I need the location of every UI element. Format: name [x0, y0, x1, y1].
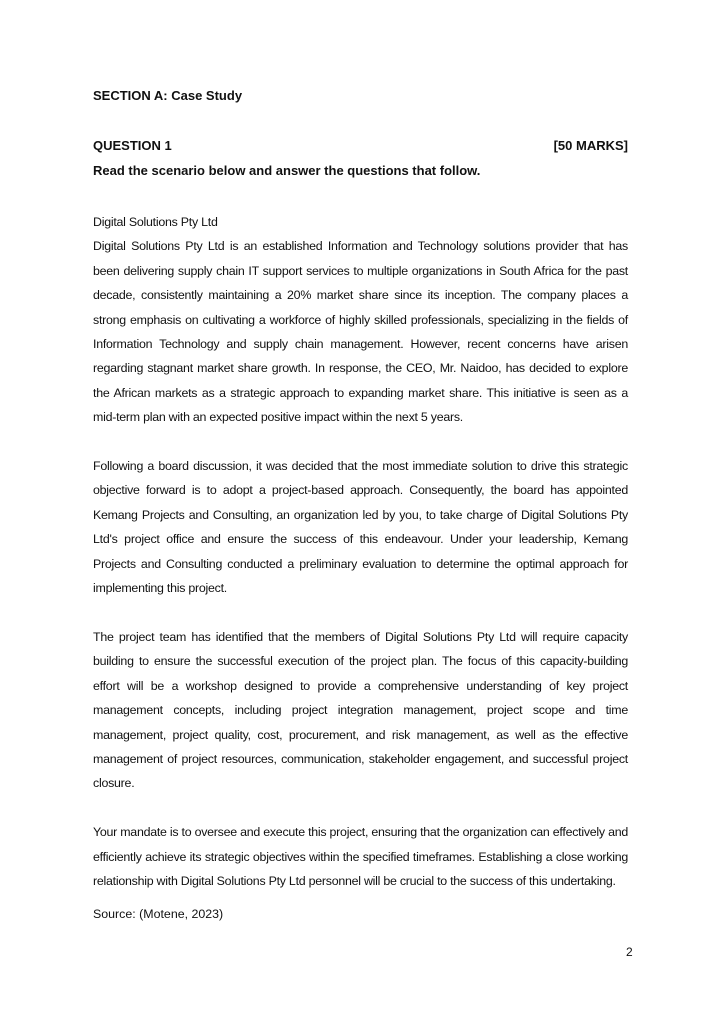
page-number: 2	[626, 945, 633, 959]
question-label: QUESTION 1	[93, 138, 172, 153]
case-paragraph-4: Your mandate is to oversee and execute this project, ensuring that the organization can effectively and efficiently achieve its strategic objectives within the specified timeframes. Establishing a close working relationship with Digital Solutions Pty Ltd personnel will be crucial to the success of this undertaking.	[93, 825, 628, 888]
section-title: SECTION A: Case Study	[93, 88, 243, 103]
question-marks: [50 MARKS]	[553, 138, 628, 153]
case-title: Digital Solutions Pty Ltd	[93, 215, 218, 229]
case-study-body	[93, 210, 628, 893]
question-instruction: Read the scenario below and answer the questions that follow.	[93, 163, 481, 178]
case-paragraph-2: Following a board discussion, it was decided that the most immediate solution to drive this strategic objective forward is to adopt a project-based approach. Consequently, the board has appointed Kemang Projects and Consulting, an organization led by you, to take charge of Digital Solutions Pty Ltd's project office and ensure the success of this endeavour. Under your leadership, Kemang Projects and Consulting conducted a preliminary evaluation to determine the optimal approach for implementing this project.	[93, 459, 628, 596]
case-source: Source: (Motene, 2023)	[93, 907, 224, 921]
question-header	[93, 138, 628, 153]
case-paragraph-3: The project team has identified that the members of Digital Solutions Pty Ltd will require capacity building to ensure the successful execution of the project plan. The focus of this capacity-building effort will be a workshop designed to provide a comprehensive understanding of key project management concepts, including project integration management, project scope and time management, project quality, cost, procurement, and risk management, as well as the effective management of project resources, communication, stakeholder engagement, and successful project closure.	[93, 629, 628, 791]
case-paragraph-1: Digital Solutions Pty Ltd is an established Information and Technology solutions provider that has been delivering supply chain IT support services to multiple organizations in South Africa for the past decade, consistently maintaining a 20% market share since its inception. The company places a strong emphasis on cultivating a workforce of highly skilled professionals, specializing in the fields of Information Technology and supply chain management. However, recent concerns have arisen regarding stagnant market share growth. In response, the CEO, Mr. Naidoo, has decided to explore the African markets as a strategic approach to expanding market share. This initiative is seen as a mid-term plan with an expected positive impact within the next 5 years.	[93, 239, 628, 425]
